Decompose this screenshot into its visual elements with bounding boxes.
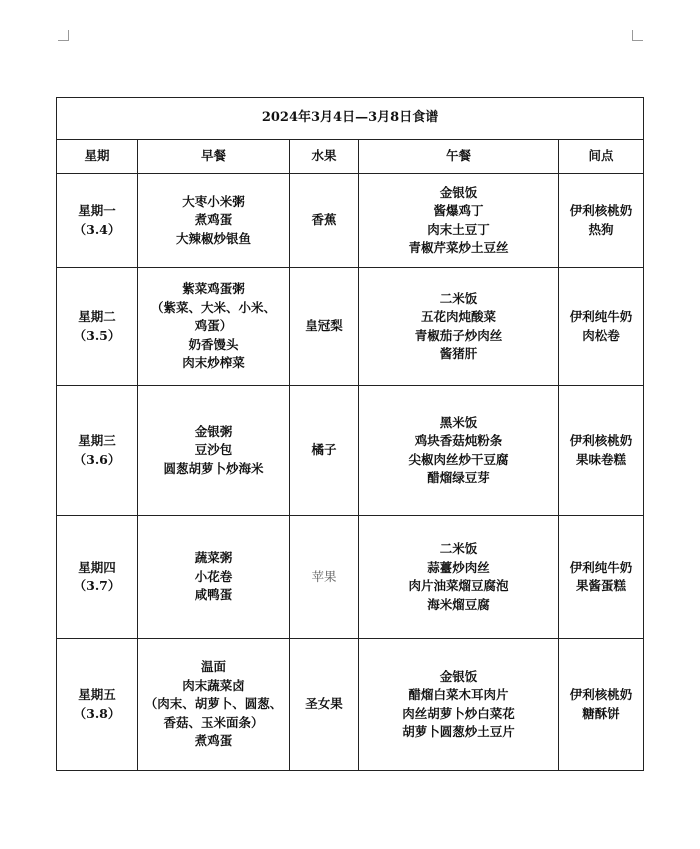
breakfast-cell-line: 香菇、玉米面条） [163, 714, 264, 730]
lunch-cell-line: 青椒茄子炒肉丝 [414, 327, 503, 343]
snack-cell [559, 639, 644, 771]
lunch-cell-line: 二米饭 [439, 290, 478, 306]
lunch-cell-line: 酱爆鸡丁 [433, 203, 484, 218]
snack-cell [559, 268, 644, 386]
lunch-cell [359, 639, 559, 771]
fruit-cell: 圣女果 [290, 639, 359, 771]
lunch-cell [359, 386, 559, 516]
breakfast-cell-line: 煮鸡蛋 [194, 733, 233, 749]
snack-cell-line: 果味卷糕 [576, 451, 627, 467]
snack-cell-line: 热狗 [588, 221, 614, 237]
day-cell-line: （3.7） [73, 578, 121, 593]
day-cell-line: （3.5） [73, 327, 121, 343]
lunch-cell-line: 醋熘绿豆芽 [427, 470, 490, 485]
snack-cell [559, 386, 644, 516]
lunch-cell-line: 金银饭 [439, 184, 478, 200]
day-cell [57, 174, 138, 268]
day-cell-line: 星期四 [78, 559, 116, 575]
breakfast-cell [138, 386, 290, 516]
table-row [57, 174, 644, 268]
table-row [57, 386, 644, 516]
snack-cell-line: 伊利核桃奶 [569, 687, 633, 702]
day-cell-line: （3.8） [73, 705, 121, 721]
fruit-cell: 皇冠梨 [290, 268, 359, 386]
breakfast-cell-line: 煮鸡蛋 [194, 212, 233, 228]
breakfast-cell [138, 639, 290, 771]
table-row [57, 268, 644, 386]
snack-cell-line: 糖酥饼 [582, 705, 620, 721]
lunch-cell-line: 金银饭 [439, 668, 478, 684]
lunch-cell [359, 174, 559, 268]
breakfast-cell-line: 金银粥 [194, 423, 233, 439]
breakfast-cell-line: 肉末炒榨菜 [182, 355, 245, 371]
breakfast-cell-line: （肉末、胡萝卜、圆葱、 [144, 696, 283, 712]
snack-cell-line: 果酱蛋糕 [576, 578, 627, 593]
table-row [57, 516, 644, 639]
snack-cell-line: 肉松卷 [582, 327, 620, 343]
lunch-cell-line: 醋熘白菜木耳肉片 [408, 687, 509, 702]
day-cell [57, 516, 138, 639]
fruit-cell: 橘子 [290, 386, 359, 516]
breakfast-cell-line: （紫菜、大米、小米、 [150, 299, 276, 315]
day-cell-line: 星期二 [78, 309, 116, 324]
day-cell [57, 268, 138, 386]
day-cell-line: 星期三 [78, 433, 116, 448]
day-cell [57, 639, 138, 771]
lunch-cell-line: 海米熘豆腐 [427, 596, 490, 612]
breakfast-cell-line: 鸡蛋） [194, 318, 233, 334]
snack-cell-line: 伊利核桃奶 [569, 433, 633, 448]
day-cell-line: （3.6） [73, 451, 121, 467]
page-corner-mark-right [632, 30, 643, 41]
breakfast-cell-line: 圆葱胡萝卜炒海米 [163, 460, 264, 476]
fruit-cell: 香蕉 [290, 174, 359, 268]
lunch-cell-line: 胡萝卜圆葱炒土豆片 [402, 724, 515, 739]
header-breakfast: 早餐 [138, 140, 290, 174]
lunch-cell-line: 鸡块香菇炖粉条 [414, 433, 503, 448]
breakfast-cell-line: 大辣椒炒银鱼 [175, 230, 251, 246]
header-snack: 间点 [559, 140, 644, 174]
menu-table [56, 97, 644, 771]
snack-cell [559, 174, 644, 268]
lunch-cell-line: 尖椒肉丝炒干豆腐 [408, 451, 509, 467]
lunch-cell-line: 肉片油菜熘豆腐泡 [408, 578, 509, 593]
breakfast-cell-line: 奶香馒头 [188, 336, 239, 352]
snack-cell-line: 伊利纯牛奶 [569, 559, 633, 575]
breakfast-cell [138, 516, 290, 639]
snack-cell [559, 516, 644, 639]
lunch-cell [359, 268, 559, 386]
header-fruit: 水果 [290, 140, 359, 174]
snack-cell-line: 伊利核桃奶 [569, 203, 633, 218]
snack-cell-line: 伊利纯牛奶 [569, 309, 633, 324]
breakfast-cell [138, 268, 290, 386]
breakfast-cell-line: 咸鸭蛋 [194, 587, 233, 603]
day-cell [57, 386, 138, 516]
breakfast-cell-line: 大枣小米粥 [182, 193, 245, 209]
lunch-cell-line: 二米饭 [439, 541, 478, 556]
page-corner-mark-left [58, 30, 69, 41]
table-row [57, 639, 644, 771]
table-title: 2024年3月4日—3月8日食谱 [57, 98, 644, 140]
lunch-cell-line: 酱猪肝 [439, 346, 478, 361]
breakfast-cell-line: 蔬菜粥 [194, 550, 233, 566]
header-lunch: 午餐 [359, 140, 559, 174]
lunch-cell-line: 肉末土豆丁 [427, 221, 490, 237]
lunch-cell-line: 黑米饭 [439, 414, 478, 430]
day-cell-line: 星期一 [78, 203, 116, 218]
breakfast-cell [138, 174, 290, 268]
breakfast-cell-line: 紫菜鸡蛋粥 [182, 281, 245, 297]
day-cell-line: 星期五 [78, 687, 116, 702]
day-cell-line: （3.4） [73, 221, 121, 237]
header-day: 星期 [57, 140, 138, 174]
lunch-cell-line: 蒜薹炒肉丝 [427, 559, 490, 575]
lunch-cell [359, 516, 559, 639]
fruit-cell: 苹果 [290, 516, 359, 639]
lunch-cell-line: 肉丝胡萝卜炒白菜花 [402, 705, 515, 721]
breakfast-cell-line: 小花卷 [194, 568, 233, 584]
breakfast-cell-line: 豆沙包 [194, 442, 233, 458]
breakfast-cell-line: 肉末蔬菜卤 [182, 677, 245, 693]
lunch-cell-line: 五花肉炖酸菜 [420, 309, 496, 324]
lunch-cell-line: 青椒芹菜炒土豆丝 [408, 240, 509, 255]
breakfast-cell-line: 温面 [200, 659, 226, 675]
